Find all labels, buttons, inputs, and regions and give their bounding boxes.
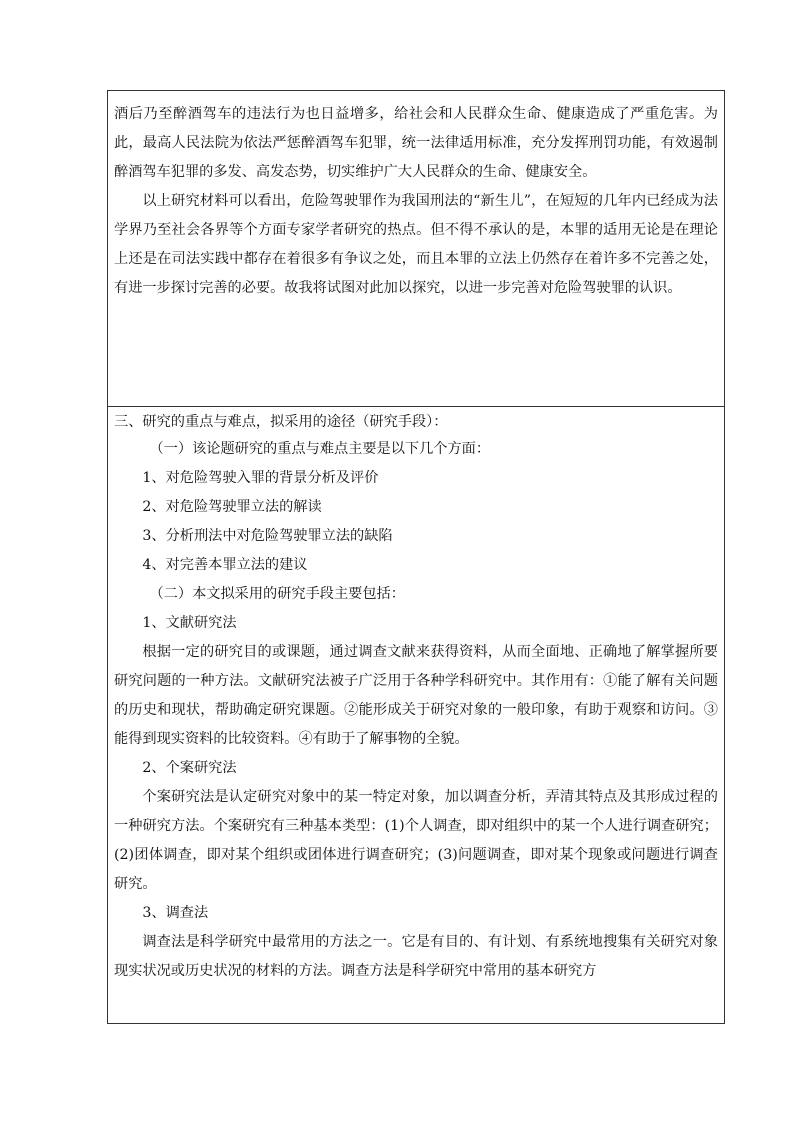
research-focus-cell [108, 407, 725, 1024]
list-item: 4、对完善本罪立法的建议 [142, 557, 308, 573]
background-cell [108, 91, 725, 407]
list-item: 2、对危险驾驶罪立法的解读 [142, 499, 322, 515]
section-heading: 三、研究的重点与难点，拟采用的途径（研究手段）： [114, 414, 448, 430]
method-title: 3、调查法 [142, 905, 209, 921]
table-row [108, 407, 725, 1024]
method-body: 个案研究法是认定研究对象中的某一特定对象，加以调查分析，弄清其特点及其形成过程的一种研究方法。个案研究有三种基本类型：(1)个人调查，即对组织中的某一个人进行调查研究；(2)团体调查，即对某个组织或团体进行调查研究；(3)问题调查，即对某个现象或问题进行调查研究。 [114, 789, 718, 892]
subsection-title: （二）本文拟采用的研究手段主要包括： [149, 586, 405, 602]
list-item: 3、分析刑法中对危险驾驶罪立法的缺陷 [142, 528, 393, 544]
subsection-title: （一）该论题研究的重点与难点主要是以下几个方面： [149, 441, 491, 457]
method-body: 根据一定的研究目的或课题，通过调查文献来获得资料，从而全面地、正确地了解掌握所要研究问题的一种方法。文献研究法被子广泛用于各种学科研究中。其作用有：①能了解有关问题的历史和现状，帮助确定研究课题。②能形成关于研究对象的一般印象，有助于观察和访问。③能得到现实资料的比较资料。④有助于了解事物的全貌。 [114, 644, 718, 747]
paragraph: 酒后乃至醉酒驾车的违法行为也日益增多，给社会和人民群众生命、健康造成了严重危害。为此，最高人民法院为依法严惩醉酒驾车犯罪，统一法律适用标准，充分发挥刑罚功能，有效遏制醉酒驾车犯罪的多发、高发态势，切实维护广大人民群众的生命、健康安全。 [114, 106, 718, 180]
method-body: 调查法是科学研究中最常用的方法之一。它是有目的、有计划、有系统地搜集有关研究对象现实状况或历史状况的材料的方法。调查方法是科学研究中常用的基本研究方 [114, 934, 718, 979]
paragraph: 以上研究材料可以看出，危险驾驶罪作为我国刑法的“新生儿”，在短短的几年内已经成为法学界乃至社会各界等个方面专家学者研究的热点。但不得不承认的是，本罪的适用无论是在理论上还是在司法实践中都存在着很多有争议之处，而且本罪的立法上仍然存在着许多不完善之处，有进一步探讨完善的必要。故我将试图对此加以探究，以进一步完善对危险驾驶罪的认识。 [114, 193, 718, 296]
method-title: 2、个案研究法 [142, 760, 237, 776]
table-row [108, 91, 725, 407]
list-item: 1、对危险驾驶入罪的背景分析及评价 [142, 470, 379, 486]
proposal-table [107, 90, 725, 1024]
method-title: 1、文献研究法 [142, 615, 237, 631]
